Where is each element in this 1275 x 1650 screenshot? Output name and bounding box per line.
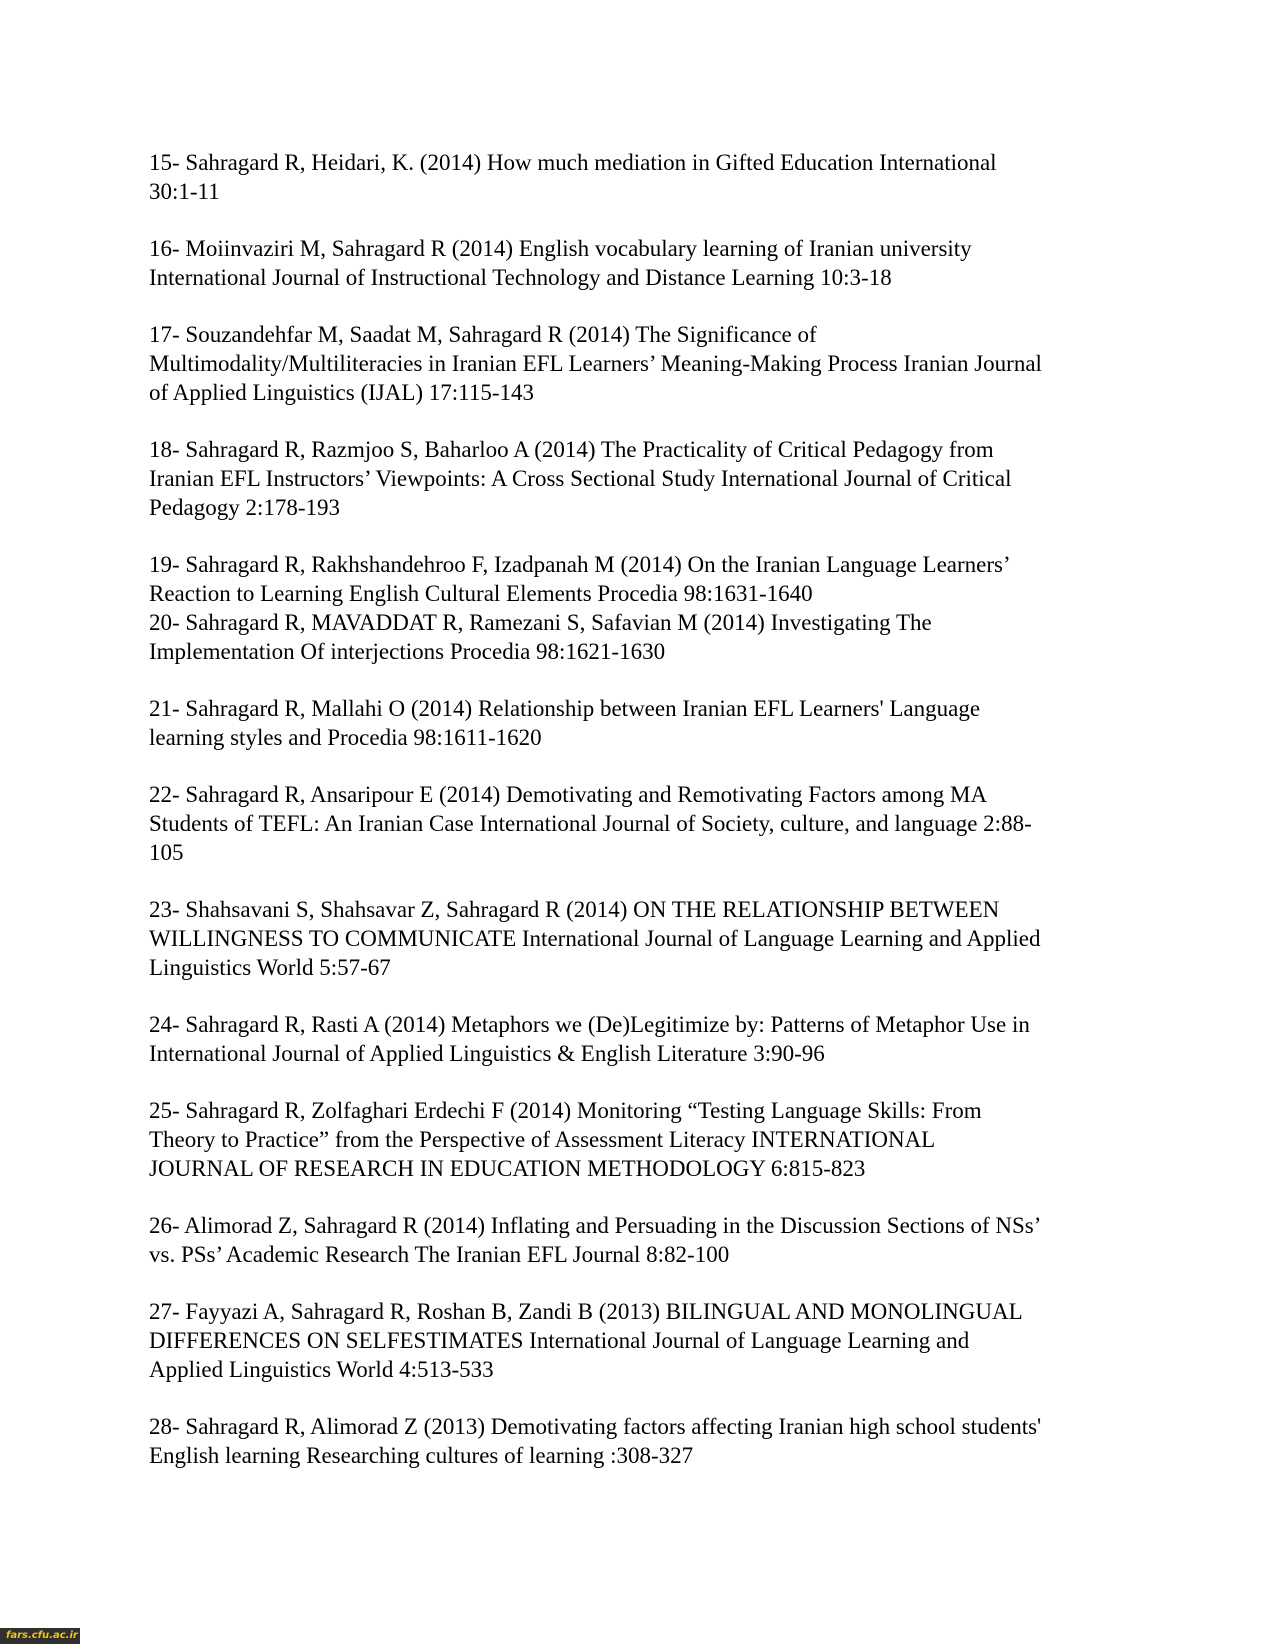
reference-item-19: 19- Sahragard R, Rakhshandehroo F, Izadpanah M (2014) On the Iranian Language Learners’ Reaction to Learning English Cultural Elements Procedia 98:1631-1640	[149, 552, 1011, 606]
site-watermark-logo: fars.cfu.ac.ir	[0, 1628, 80, 1644]
reference-item-15: 15- Sahragard R, Heidari, K. (2014) How much mediation in Gifted Education International 30:1-11	[149, 150, 997, 204]
reference-list	[149, 148, 1139, 1498]
reference-item-22: 22- Sahragard R, Ansaripour E (2014) Demotivating and Remotivating Factors among MA Students of TEFL: An Iranian Case International Journal of Society, culture, and language 2:88- 105	[149, 782, 1032, 865]
reference-item-25: 25- Sahragard R, Zolfaghari Erdechi F (2014) Monitoring “Testing Language Skills: From Theory to Practice” from the Perspective of Assessment Literacy INTERNATIONAL JOURNAL OF RESEARCH IN EDUCATION METHODOLOGY 6:815-823	[149, 1098, 982, 1181]
reference-item-26: 26- Alimorad Z, Sahragard R (2014) Inflating and Persuading in the Discussion Sections of NSs’ vs. PSs’ Academic Research The Iranian EFL Journal 8:82-100	[149, 1213, 1042, 1267]
reference-item-20: 20- Sahragard R, MAVADDAT R, Ramezani S, Safavian M (2014) Investigating The Implementation Of interjections Procedia 98:1621-1630	[149, 610, 932, 664]
reference-item-18: 18- Sahragard R, Razmjoo S, Baharloo A (2014) The Practicality of Critical Pedagogy from Iranian EFL Instructors’ Viewpoints: A Cross Sectional Study International Journal of Critical Pedagogy 2:178-193	[149, 437, 1012, 520]
reference-item-16: 16- Moiinvaziri M, Sahragard R (2014) English vocabulary learning of Iranian university International Journal of Instructional Technology and Distance Learning 10:3-18	[149, 236, 972, 290]
reference-item-27: 27- Fayyazi A, Sahragard R, Roshan B, Zandi B (2013) BILINGUAL AND MONOLINGUAL DIFFERENCES ON SELFESTIMATES International Journal of Language Learning and Applied Linguistics World 4:513-533	[149, 1299, 1023, 1382]
reference-item-28: 28- Sahragard R, Alimorad Z (2013) Demotivating factors affecting Iranian high school students' English learning Researching cultures of learning :308-327	[149, 1414, 1042, 1468]
reference-item-23: 23- Shahsavani S, Shahsavar Z, Sahragard R (2014) ON THE RELATIONSHIP BETWEEN WILLINGNESS TO COMMUNICATE International Journal of Language Learning and Applied Linguistics World 5:57-67	[149, 897, 1041, 980]
reference-item-24: 24- Sahragard R, Rasti A (2014) Metaphors we (De)Legitimize by: Patterns of Metaphor Use in International Journal of Applied Linguistics & English Literature 3:90-96	[149, 1012, 1030, 1066]
reference-item-17: 17- Souzandehfar M, Saadat M, Sahragard R (2014) The Significance of Multimodality/Multiliteracies in Iranian EFL Learners’ Meaning-Making Process Iranian Journal of Applied Linguistics (IJAL) 17:115-143	[149, 322, 1042, 405]
reference-item-21: 21- Sahragard R, Mallahi O (2014) Relationship between Iranian EFL Learners' Language learning styles and Procedia 98:1611-1620	[149, 696, 981, 750]
